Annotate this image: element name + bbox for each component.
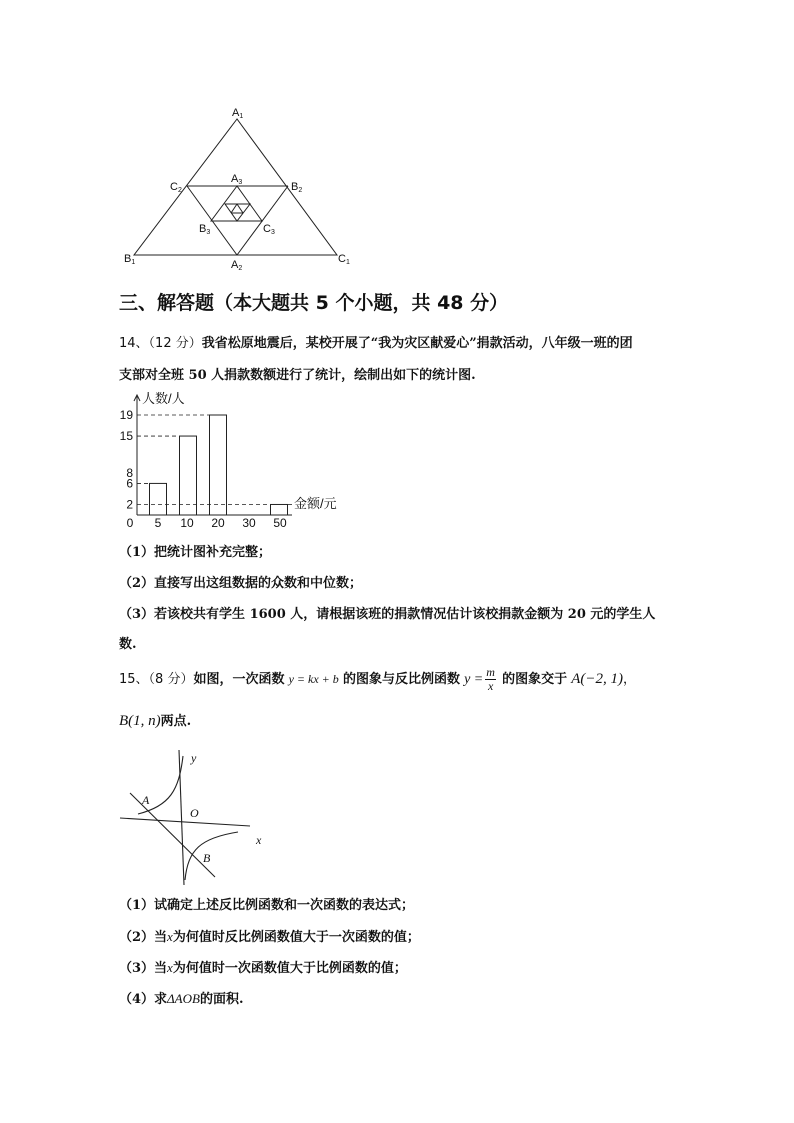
bar-50 — [271, 504, 288, 515]
x-tick-10: 10 — [180, 516, 194, 530]
x-tick-5: 5 — [154, 516, 162, 530]
x-axis — [120, 818, 250, 826]
q15-point-a: A(−2, 1) — [571, 671, 624, 687]
nested-triangles-figure — [115, 100, 365, 275]
q15-line2 — [119, 710, 191, 730]
q15-point-b: B(1, n) — [119, 713, 161, 729]
x-tick-50: 50 — [273, 516, 287, 530]
q15-text-a: 如图，一次函数 — [193, 672, 285, 687]
q15-sub2-var: x — [167, 929, 173, 944]
y-tick-8: 8 — [126, 465, 133, 480]
q15-sub4-tri: ΔAOB — [167, 991, 200, 1006]
bar-10 — [180, 436, 197, 515]
label-a2: A2 — [231, 259, 243, 272]
q15-eq-inverse-lhs: y = — [464, 672, 484, 687]
y-tick-15: 15 — [119, 429, 133, 444]
x-tick-30: 30 — [242, 516, 256, 530]
segment-inner-6 — [231, 204, 237, 213]
q14-text-1: 我省松原地震后，某校开展了“我为灾区献爱心”捐款活动，八年级一班的团 — [201, 336, 633, 351]
q15-line1 — [119, 665, 636, 694]
q15-comma: ， — [623, 672, 637, 687]
q15-sub3-var: x — [167, 960, 173, 975]
q15-text-d: 两点. — [160, 714, 192, 729]
frac-denominator: x — [487, 679, 494, 693]
graph-label-o: O — [190, 806, 199, 820]
q14-line2: 支部对全班 50 人捐款数额进行了统计，绘制出如下的统计图. — [119, 368, 476, 383]
y-tick-19: 19 — [119, 408, 133, 422]
q15-text-b: 的图象与反比例函数 — [342, 672, 460, 687]
q15-sub2: （2）当x为何值时反比例函数值大于一次函数的值； — [119, 929, 420, 945]
bar-20 — [210, 415, 227, 515]
y-axis-label: 人数/人 — [142, 391, 185, 406]
q14-line1 — [119, 332, 633, 351]
q15-text-c: 的图象交于 — [502, 672, 568, 687]
bar-5 — [150, 483, 167, 515]
label-c3: C3 — [263, 223, 275, 236]
q14-sub3-line1: （3）若该校共有学生 1600 人，请根据该班的捐款情况估计该校捐款金额为 20 元的学生人 — [119, 607, 656, 622]
label-b1: B1 — [124, 253, 136, 266]
y-tick-2: 2 — [126, 497, 133, 512]
section-heading: 三、解答题（本大题共 5 个小题，共 48 分） — [119, 292, 509, 314]
q15-eq-inverse-frac — [485, 666, 496, 693]
q15-eq-linear: y = kx + b — [288, 672, 339, 686]
graph-label-a: A — [142, 793, 150, 807]
graph-label-y: y — [191, 751, 197, 765]
donation-bar-chart — [118, 386, 348, 531]
graph-label-b: B — [203, 851, 211, 865]
y-tick-6: 6 — [126, 476, 133, 491]
function-graph — [118, 740, 278, 890]
q15-number: 15、（8 分） — [119, 672, 194, 687]
q15-sub4: （4）求ΔAOB的面积. — [119, 991, 244, 1007]
q15-sub1: （1）试确定上述反比例函数和一次函数的表达式； — [119, 898, 415, 913]
q14-sub2: （2）直接写出这组数据的众数和中位数； — [119, 576, 363, 591]
y-axis — [179, 750, 184, 885]
q14-number: 14、（12 分） — [119, 336, 202, 351]
graph-label-x: x — [256, 833, 262, 847]
x-axis-label: 金额/元 — [294, 496, 337, 511]
label-a3: A3 — [231, 173, 243, 186]
q14-sub1: （1）把统计图补充完整； — [119, 545, 272, 560]
segment-inner-7 — [237, 204, 243, 213]
x-tick-20: 20 — [211, 516, 225, 530]
q14-sub3-line2: 数. — [119, 637, 137, 652]
triangle-a1b1c1 — [134, 119, 337, 255]
frac-numerator: m — [486, 665, 495, 679]
label-a1: A1 — [232, 107, 244, 120]
label-c2: C2 — [170, 181, 182, 194]
x-tick-0: 0 — [126, 516, 134, 530]
q15-sub3: （3）当x为何值时一次函数值大于比例函数的值； — [119, 960, 407, 976]
label-b2: B2 — [291, 181, 303, 194]
label-b3: B3 — [199, 223, 211, 236]
label-c1: C1 — [338, 253, 350, 266]
